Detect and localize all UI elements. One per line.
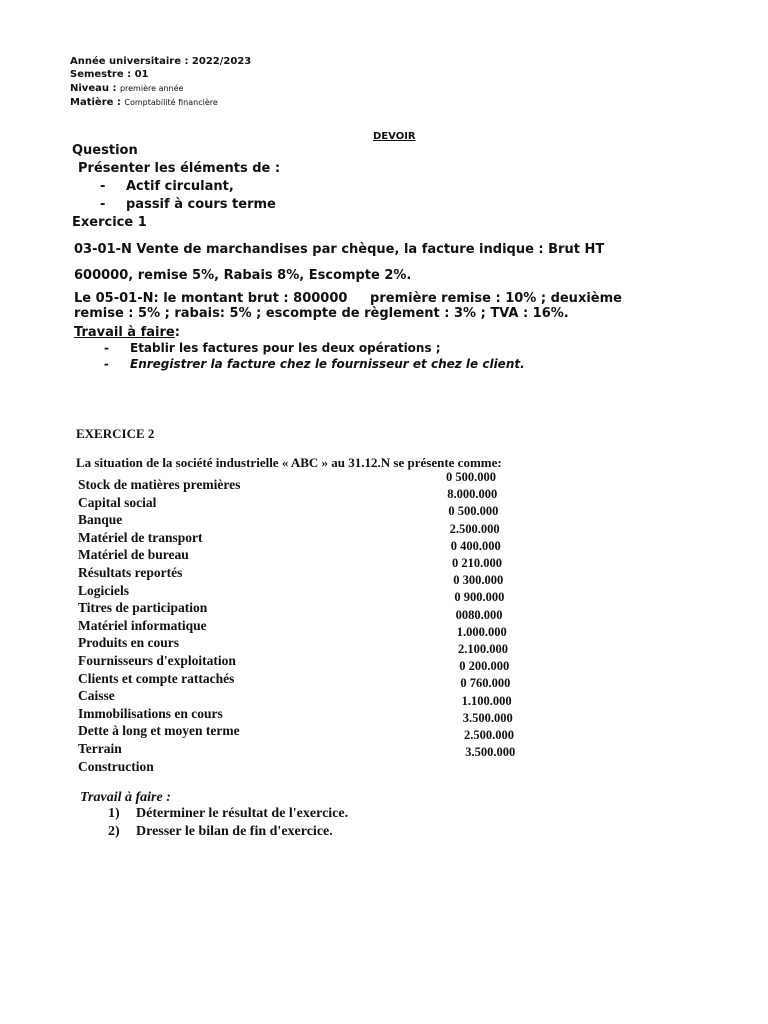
academic-year: Année universitaire : 2022/2023: [70, 56, 252, 67]
level: [70, 82, 183, 96]
balance-item-value: 1.100.000: [461, 693, 512, 708]
question-heading: Question: [72, 143, 138, 158]
balance-item-label: Dette à long et moyen terme: [78, 723, 240, 739]
balance-item-label: Capital social: [78, 494, 157, 510]
balance-item-value: 0080.000: [455, 607, 503, 622]
balance-item-label: Immobilisations en cours: [78, 705, 223, 721]
subject: [70, 96, 218, 110]
semester: Semestre : 01: [70, 69, 149, 80]
exercise1-line: remise : 5% ; rabais: 5% ; escompte de règlement : 3% ; TVA : 16%.: [74, 306, 569, 321]
balance-item-value: 0 210.000: [452, 556, 502, 570]
balance-item-value: 0 900.000: [454, 590, 505, 605]
page-title: DEVOIR: [373, 131, 416, 142]
balance-item-value: 2.500.000: [449, 521, 500, 536]
balance-item-value: 0 500.000: [448, 504, 499, 519]
balance-item-label: Résultats reportés: [78, 565, 183, 580]
balance-item-value: 3.500.000: [462, 710, 513, 725]
exercise2-work-heading: Travail à faire :: [80, 790, 171, 805]
exercise2-heading: EXERCICE 2: [76, 426, 155, 441]
balance-item-label: Matériel informatique: [78, 617, 207, 633]
level-value: première année: [119, 84, 184, 93]
balance-item-label: Banque: [78, 512, 123, 528]
question-item: - passif à cours terme: [100, 197, 276, 212]
balance-item-value: 0 200.000: [459, 659, 510, 674]
balance-item-label: Matériel de transport: [78, 529, 203, 545]
balance-item-label: Caisse: [78, 688, 115, 704]
subject-label: Matière :: [70, 97, 121, 108]
balance-item-value: 1.000.000: [456, 624, 507, 639]
exercise1-task: - Etablir les factures pour les deux opérations ;: [104, 341, 441, 355]
subject-value: Comptabilité financière: [124, 98, 218, 107]
exercise1-line: 03-01-N Vente de marchandises par chèque, la facture indique : Brut HT: [74, 242, 605, 257]
exercise2-intro: La situation de la société industrielle « ABC » au 31.12.N se présente comme:: [76, 455, 502, 470]
exercise1-work-heading: Travail à faire:: [74, 325, 180, 340]
balance-item-label: Clients et compte rattachés: [78, 670, 235, 686]
balance-item-value: 8.000.000: [447, 487, 498, 502]
balance-item-label: Logiciels: [78, 582, 129, 598]
exercise1-line: 600000, remise 5%, Rabais 8%, Escompte 2%.: [74, 268, 412, 283]
balance-item-label: Terrain: [78, 741, 122, 756]
exercise1-line: Le 05-01-N: le montant brut : 800000 première remise : 10% ; deuxième: [74, 291, 622, 306]
exercise1-task: - Enregistrer la facture chez le fournisseur et chez le client.: [104, 357, 525, 371]
exercise1-heading: Exercice 1: [72, 215, 147, 230]
balance-item-value: 0 760.000: [460, 676, 511, 691]
balance-item-value: 2.100.000: [458, 642, 508, 656]
level-label: Niveau :: [70, 83, 117, 94]
exercise2-task: 1) Déterminer le résultat de l'exercice.: [108, 806, 349, 821]
balance-item-value: 0 300.000: [453, 573, 504, 588]
balance-item-value: 3.500.000: [465, 745, 516, 760]
balance-item-value: 0 400.000: [450, 538, 501, 553]
balance-item-label: Produits en cours: [78, 635, 180, 651]
balance-item-value: 2.500.000: [464, 728, 514, 742]
balance-item-label: Titres de participation: [78, 600, 208, 616]
balance-item-label: Fournisseurs d'exploitation: [78, 653, 236, 668]
balance-item-label: Construction: [78, 758, 154, 774]
balance-item-label: Stock de matières premières: [78, 477, 241, 492]
balance-item-label: Matériel de bureau: [78, 547, 189, 563]
question-item: - Actif circulant,: [100, 179, 234, 194]
exercise2-task: 2) Dresser le bilan de fin d'exercice.: [108, 824, 333, 839]
question-intro: Présenter les éléments de :: [78, 161, 281, 176]
balance-item-value: 0 500.000: [446, 470, 496, 484]
